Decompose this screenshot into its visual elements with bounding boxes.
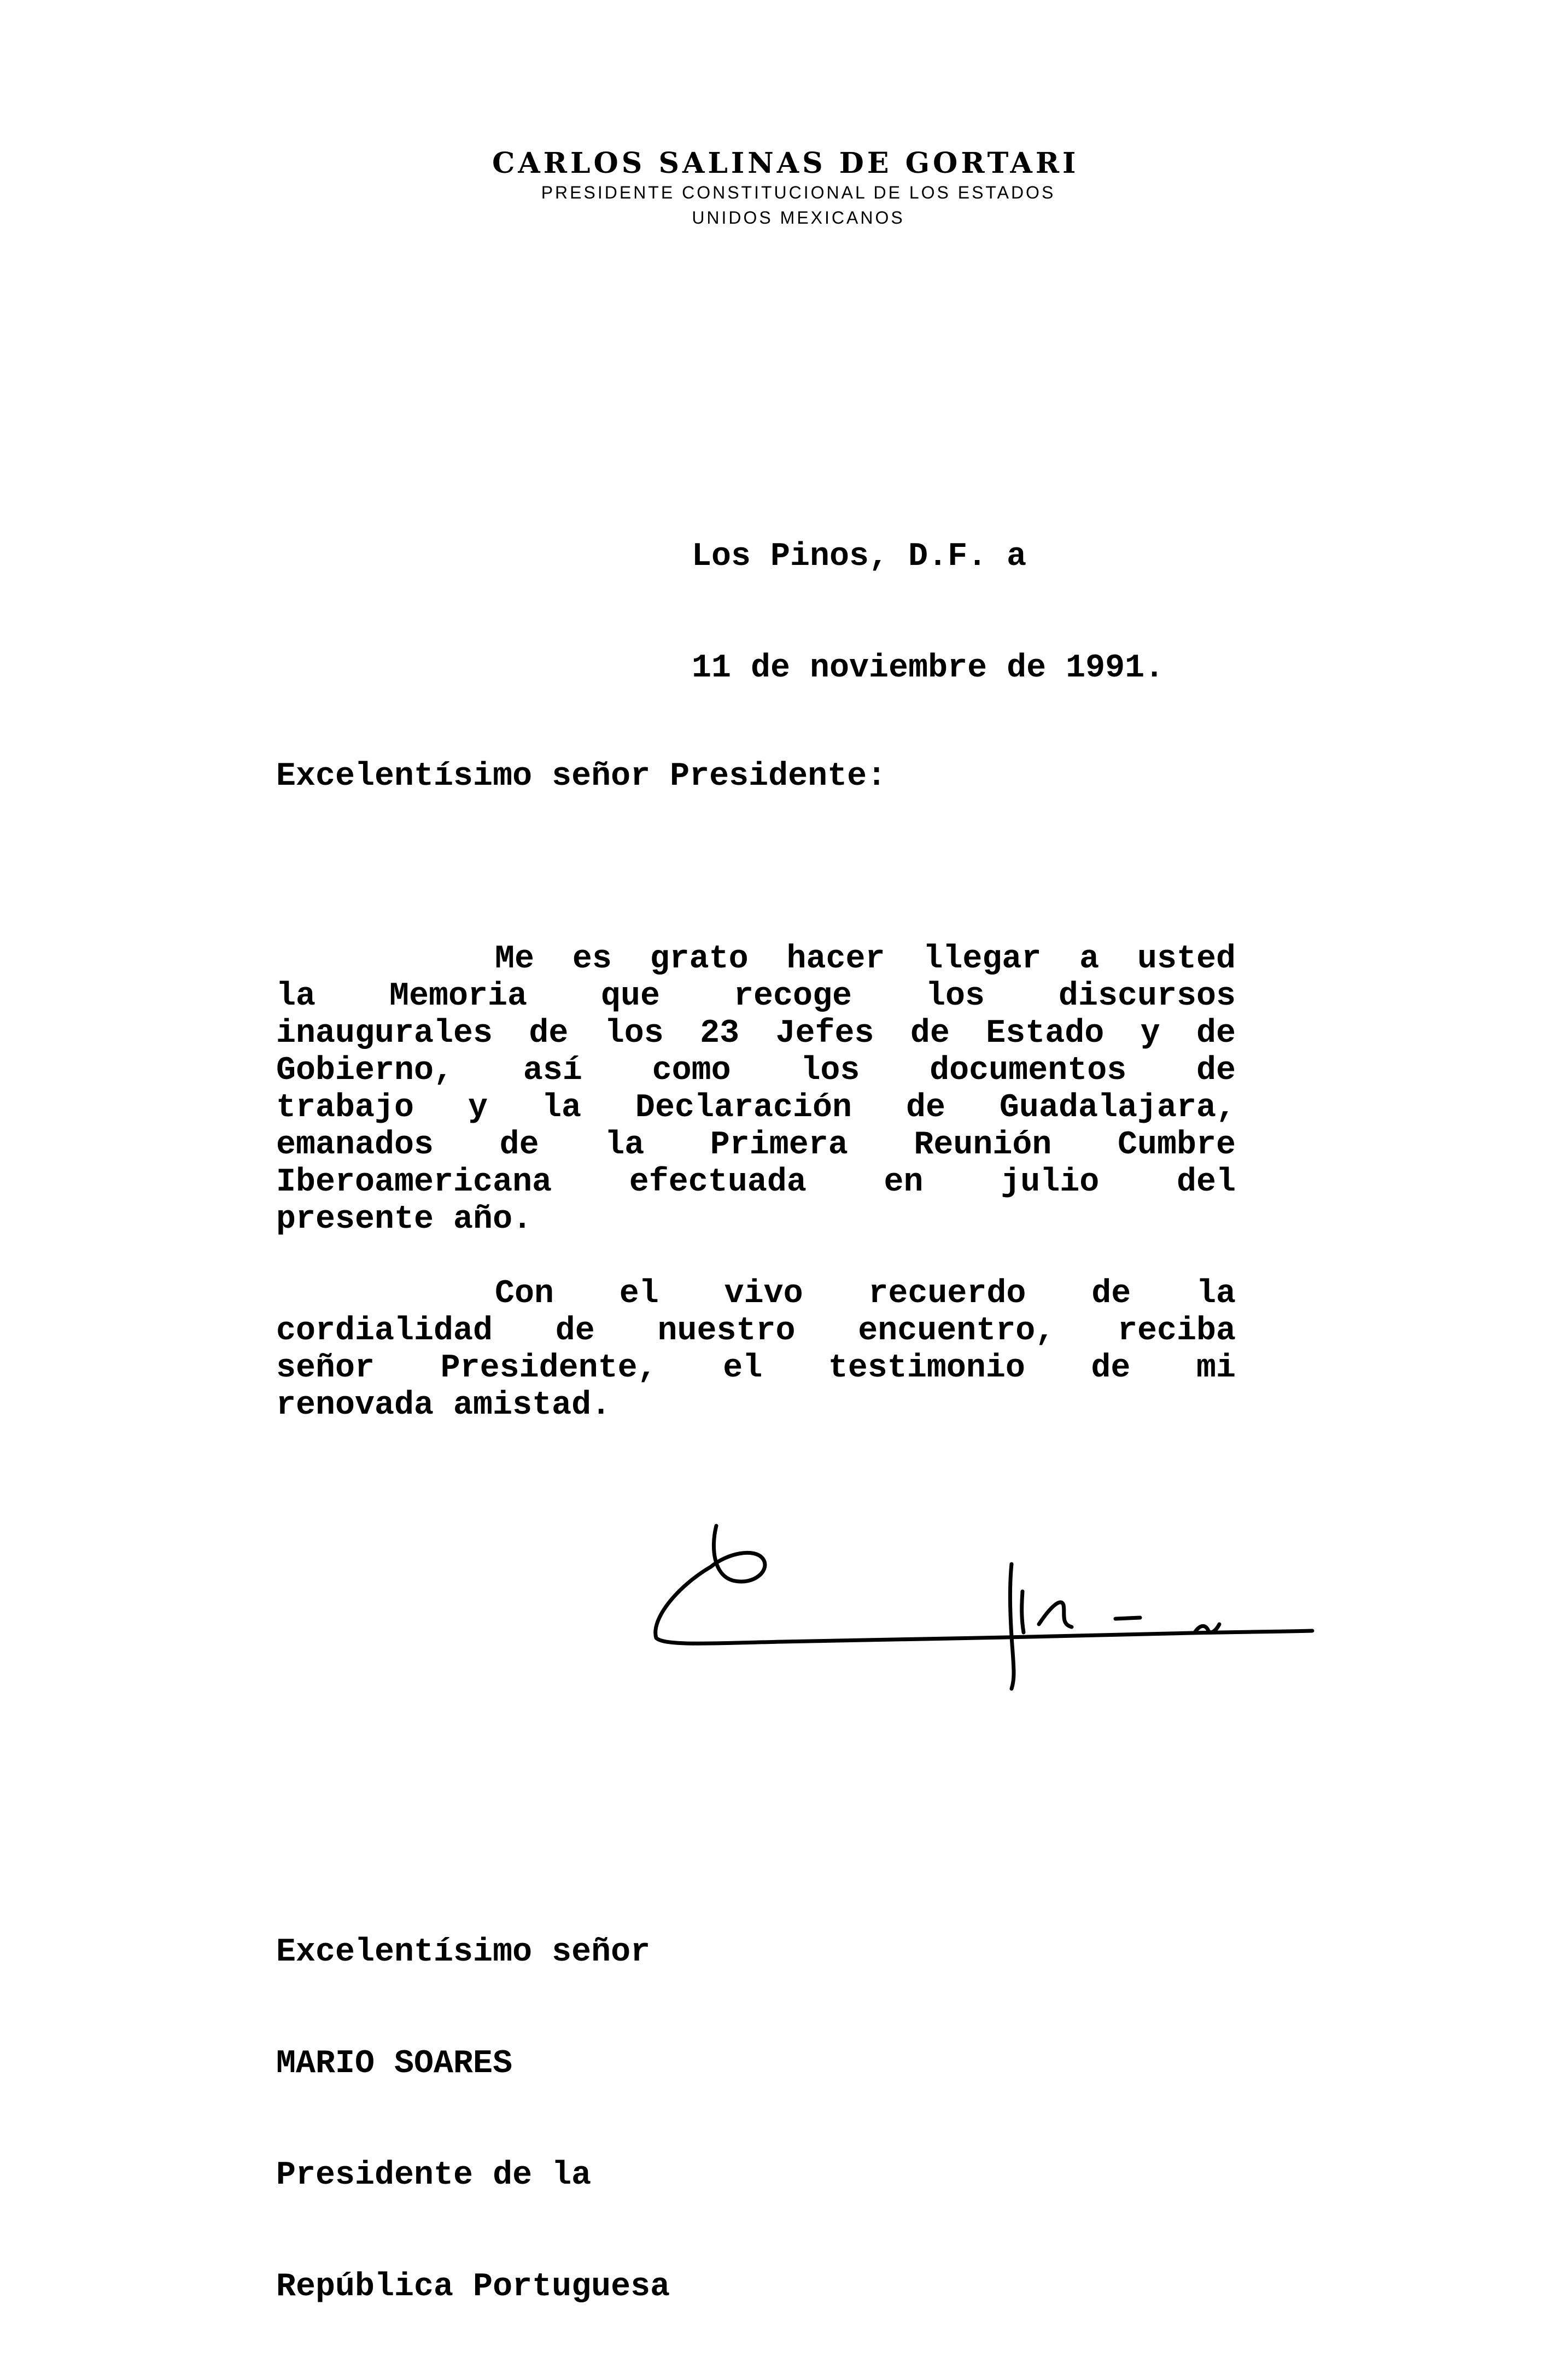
paragraph-line: Con el vivo recuerdo de la [495, 1275, 1236, 1312]
letterhead-title-line-1: PRESIDENTE CONSTITUCIONAL DE LOS ESTADOS [541, 183, 1056, 202]
date-place: Los Pinos, D.F. a [692, 538, 1027, 575]
signature-stroke [782, 1631, 1312, 1642]
paragraph-line: señor Presidente, el testimonio de mi [276, 1350, 1236, 1387]
signature-stroke [656, 1526, 782, 1643]
signature-stroke [1115, 1618, 1140, 1619]
paragraph-line: inaugurales de los 23 Jefes de Estado y de [276, 1015, 1236, 1052]
paragraph-line: Me es grato hacer llegar a usted [495, 941, 1236, 978]
date-block [692, 464, 1164, 761]
paragraph-line: presente año. [276, 1201, 533, 1238]
date-value: 11 de noviembre de 1991. [692, 650, 1165, 687]
signature-stroke [1022, 1591, 1024, 1632]
body-paragraph-1 [276, 941, 1236, 1238]
letterhead-name: CARLOS SALINAS DE GORTARI [492, 147, 1079, 180]
salutation: Excelentísimo señor Presidente: [276, 758, 887, 795]
recipient-name: MARIO SOARES [276, 2045, 513, 2082]
paragraph-line: la Memoria que recoge los discursos [276, 978, 1236, 1015]
paragraph-line: emanados de la Primera Reunión Cumbre [276, 1127, 1236, 1164]
paragraph-line: cordialidad de nuestro encuentro, reciba [276, 1312, 1236, 1350]
recipient-country: República Portuguesa [276, 2268, 670, 2306]
recipient-block [276, 1859, 670, 2380]
paragraph-line: Gobierno, así como los documentos de [276, 1052, 1236, 1089]
recipient-title: Presidente de la [276, 2157, 592, 2194]
letterhead-title-line-2: UNIDOS MEXICANOS [692, 208, 905, 228]
paragraph-line: Iberoamericana efectuada en julio del [276, 1164, 1236, 1201]
handwritten-signature [645, 1515, 1329, 1695]
recipient-honorific: Excelentísimo señor [276, 1934, 651, 1971]
paragraph-line: renovada amistad. [276, 1387, 611, 1424]
paragraph-line: trabajo y la Declaración de Guadalajara, [276, 1089, 1236, 1127]
body-paragraph-2 [276, 1275, 1236, 1424]
signature-stroke [1039, 1602, 1072, 1627]
signature-stroke [1010, 1564, 1014, 1689]
